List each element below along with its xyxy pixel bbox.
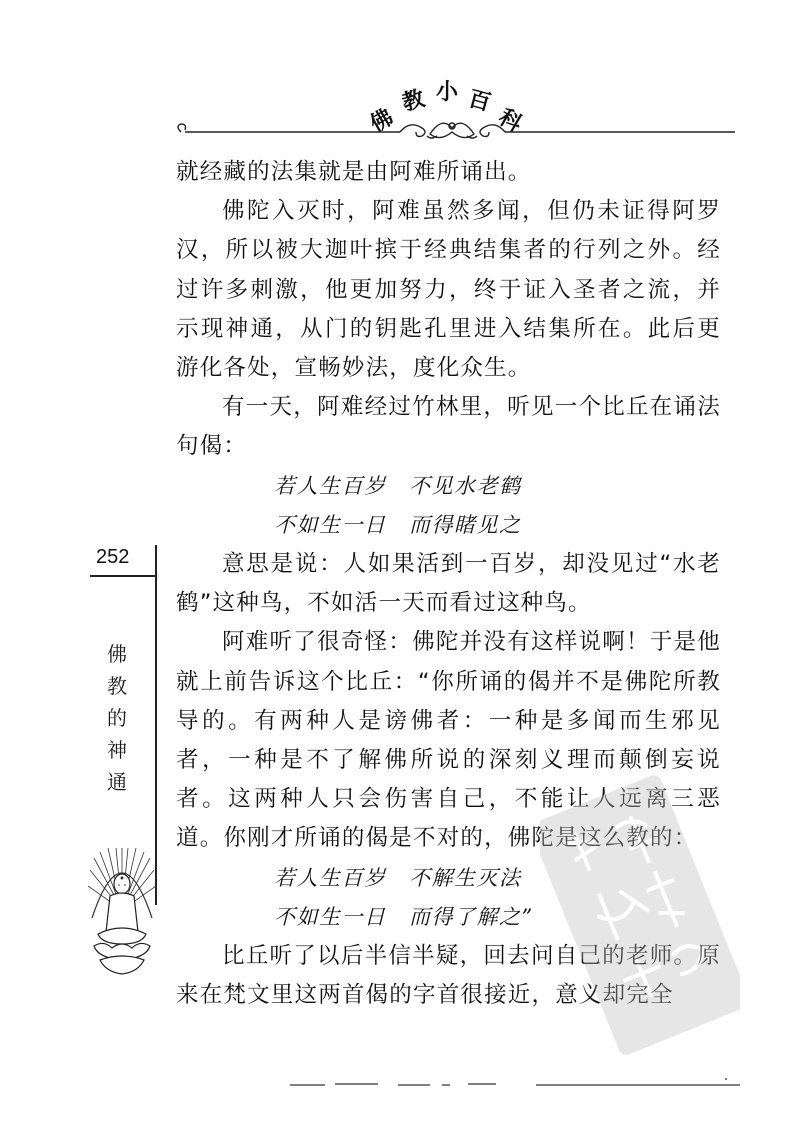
paragraph: 意思是说：人如果活到一百岁，却没见过“水老鹤”这种鸟，不如活一天而看过这种鸟。 xyxy=(176,551,721,617)
chapter-char: 的 xyxy=(107,706,127,730)
paragraph: 阿难听了很奇怪：佛陀并没有这样说啊！于是他就上前告诉这个比丘：“你所诵的偈并不是佛陀所教导的。有两种人是谤佛者：一种是多闻而生邪见者，一种是不了解佛所说的深刻义理而颠倒妄说者。这两种人只会伤害自己，不能让人远离三恶道。你刚才所诵的偈是不对的，佛陀是这么教的： xyxy=(176,629,721,852)
bottom-scan-artifact xyxy=(290,1076,740,1090)
chapter-char: 神 xyxy=(107,738,127,762)
header-ornament-rule xyxy=(175,118,735,144)
verse-line: 不如生一日 而得了解之” xyxy=(274,904,534,929)
header-char: 百 xyxy=(465,85,494,117)
page-number: 252 xyxy=(96,546,130,568)
verse-line: 不如生一日 而得睹见之 xyxy=(274,512,522,537)
seated-buddha-icon xyxy=(86,848,158,978)
page-number-rule xyxy=(90,575,156,577)
chapter-side-title xyxy=(104,638,130,798)
stamp-watermark xyxy=(540,770,740,1060)
chapter-char: 通 xyxy=(107,770,127,794)
verse-line: 若人生百岁 不解生灭法 xyxy=(274,865,522,890)
header-char: 小 xyxy=(436,79,459,105)
paragraph: 有一天，阿难经过竹林里，听见一个比丘在诵法句偈： xyxy=(176,394,721,460)
header-char: 科 xyxy=(494,104,527,138)
header-char: 教 xyxy=(399,85,428,117)
chapter-char: 佛 xyxy=(107,642,127,666)
paragraph: 就经藏的法集就是由阿难所诵出。 xyxy=(176,159,532,185)
chapter-char: 教 xyxy=(107,674,127,698)
paragraph: 佛陀入灭时，阿难虽然多闻，但仍未证得阿罗汉，所以被大迦叶摈于经典结集者的行列之外。经过许多刺激，他更加努力，终于证入圣者之流，并示现神通，从门的钥匙孔里进入结集所在。此后更游化各处，宣畅妙法，度化众生。 xyxy=(176,198,721,382)
verse-line: 若人生百岁 不见水老鹤 xyxy=(274,473,522,498)
paragraph: 比丘听了以后半信半疑，回去问自己的老师。原来在梵文里这两首偈的字首很接近，意义却完全 xyxy=(176,943,721,1009)
header-char: 佛 xyxy=(365,104,398,138)
